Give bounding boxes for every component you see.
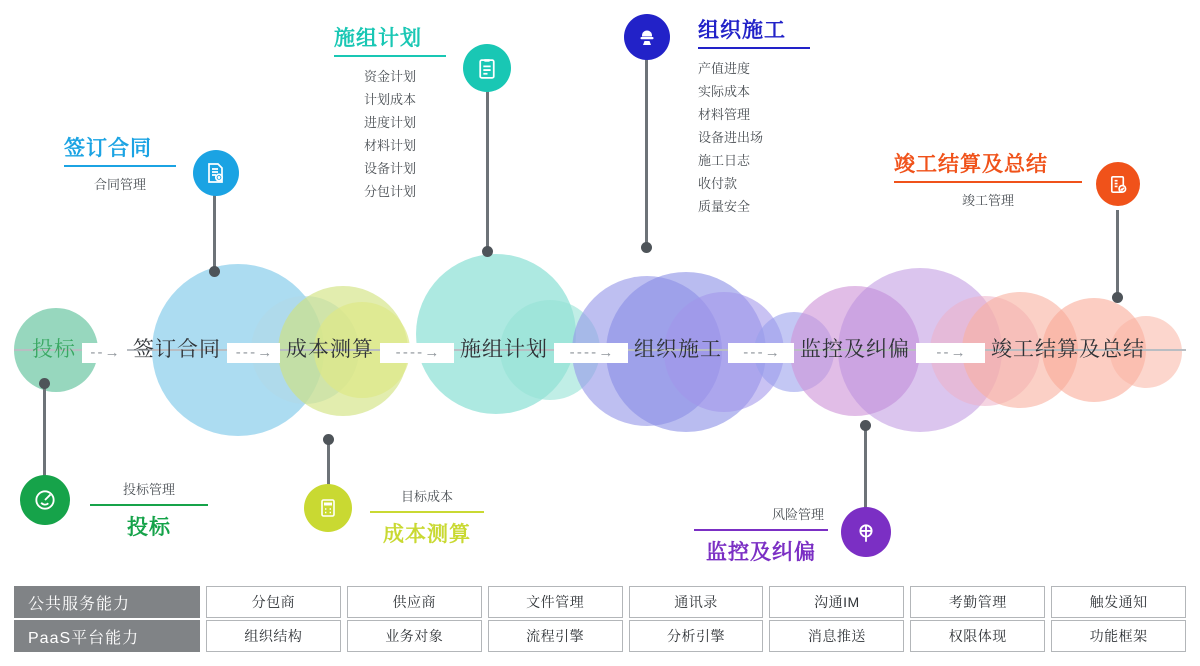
flow-stage-1[interactable]: 签订合同 — [133, 338, 221, 361]
callout-construction-sub-3: 设备进出场 — [698, 130, 764, 145]
worker-helmet-icon[interactable] — [624, 14, 670, 60]
flow-arrow-4: - - - → — [728, 343, 794, 363]
connector-dot-completion — [1112, 292, 1123, 303]
callout-completion-rule — [894, 181, 1082, 183]
connector-stem-bidding — [43, 382, 46, 478]
flow-arrow-2: - - - - → — [380, 343, 454, 363]
callout-plan-rule — [334, 55, 446, 57]
capability-row-header-1: PaaS平台能力 — [14, 620, 200, 652]
callout-completion-sub-0: 竣工管理 — [961, 193, 1014, 208]
callout-plan-sub-5: 分包计划 — [363, 184, 416, 199]
connector-stem-completion — [1116, 210, 1119, 300]
callout-plan-sub-2: 进度计划 — [363, 115, 416, 130]
callout-construction-sub-2: 材料管理 — [698, 107, 751, 122]
capability-cell-0-0[interactable]: 分包商 — [206, 586, 341, 618]
callout-construction[interactable] — [698, 14, 810, 218]
callout-construction-sub-4: 施工日志 — [698, 153, 751, 168]
capability-cell-1-3[interactable]: 分析引擎 — [629, 620, 764, 652]
capability-cell-1-0[interactable]: 组织结构 — [206, 620, 341, 652]
callout-monitor-rule — [694, 529, 828, 531]
connector-dot-plan — [482, 246, 493, 257]
capability-cell-1-2[interactable]: 流程引擎 — [488, 620, 623, 652]
callout-contract[interactable] — [64, 132, 176, 196]
flow-arrow-1: - - - → — [227, 343, 280, 363]
capability-cell-0-1[interactable]: 供应商 — [347, 586, 482, 618]
callout-cost[interactable] — [370, 485, 484, 548]
risk-monitor-icon[interactable] — [841, 507, 891, 557]
callout-bidding-rule — [90, 504, 208, 506]
callout-contract-title: 签订合同 — [64, 137, 152, 160]
flow-arrow-3: - - - - → — [554, 343, 628, 363]
settlement-report-icon[interactable] — [1096, 162, 1140, 206]
callout-construction-title: 组织施工 — [698, 19, 786, 42]
capability-cell-0-2[interactable]: 文件管理 — [488, 586, 623, 618]
connector-stem-contract — [213, 190, 216, 272]
callout-monitor[interactable] — [694, 503, 828, 566]
capability-cell-0-5[interactable]: 考勤管理 — [910, 586, 1045, 618]
connector-dot-monitor — [860, 420, 871, 431]
callout-plan-sub-0: 资金计划 — [363, 69, 416, 84]
flow-stage-4[interactable]: 组织施工 — [634, 338, 722, 361]
callout-bidding-title: 投标 — [127, 516, 171, 539]
capability-cell-0-3[interactable]: 通讯录 — [629, 586, 764, 618]
calculator-icon[interactable] — [304, 484, 352, 532]
flow-stage-6[interactable]: 竣工结算及总结 — [991, 338, 1145, 361]
capability-row-0 — [14, 586, 1186, 618]
connector-stem-monitor — [864, 426, 867, 510]
callout-cost-sub-0: 目标成本 — [400, 489, 453, 504]
callout-construction-sub-1: 实际成本 — [698, 84, 751, 99]
connector-stem-cost — [327, 440, 330, 486]
callout-plan-sub-1: 计划成本 — [363, 92, 416, 107]
capability-cell-1-6[interactable]: 功能框架 — [1051, 620, 1186, 652]
callout-contract-sub-0: 合同管理 — [93, 177, 146, 192]
bid-target-icon[interactable] — [20, 475, 70, 525]
capability-row-header-0: 公共服务能力 — [14, 586, 200, 618]
flow-arrow-0: - - → — [82, 343, 127, 363]
flow-arrow-5: - - → — [916, 343, 985, 363]
contract-document-icon[interactable] — [193, 150, 239, 196]
callout-completion[interactable] — [894, 148, 1082, 212]
callout-bidding-sub-0: 投标管理 — [122, 482, 175, 497]
callout-plan-sub-3: 材料计划 — [363, 138, 416, 153]
capability-cell-1-5[interactable]: 权限体现 — [910, 620, 1045, 652]
flow-stage-2[interactable]: 成本测算 — [286, 338, 374, 361]
capability-cell-0-4[interactable]: 沟通IM — [769, 586, 904, 618]
flow-stage-3[interactable]: 施组计划 — [460, 338, 548, 361]
flow-stage-0[interactable]: 投标 — [32, 338, 76, 361]
callout-monitor-sub-0: 风险管理 — [771, 507, 824, 522]
connector-dot-bidding — [39, 378, 50, 389]
capability-cells-1 — [200, 620, 1186, 652]
capability-cells-0 — [200, 586, 1186, 618]
callout-cost-title: 成本测算 — [383, 523, 471, 546]
callout-monitor-title: 监控及纠偏 — [706, 541, 816, 564]
callout-plan-sub-4: 设备计划 — [363, 161, 416, 176]
capability-cell-1-1[interactable]: 业务对象 — [347, 620, 482, 652]
connector-dot-contract — [209, 266, 220, 277]
callout-construction-sub-5: 收付款 — [698, 176, 738, 191]
callout-construction-sublist — [698, 57, 810, 218]
capability-cell-1-4[interactable]: 消息推送 — [769, 620, 904, 652]
capability-cell-0-6[interactable]: 触发通知 — [1051, 586, 1186, 618]
callout-plan[interactable] — [334, 22, 446, 203]
callout-plan-sublist — [334, 65, 446, 203]
connector-dot-construction — [641, 242, 652, 253]
flow-stage-5[interactable]: 监控及纠偏 — [800, 338, 910, 361]
connector-stem-construction — [645, 58, 648, 248]
callout-completion-title: 竣工结算及总结 — [894, 153, 1048, 176]
capability-row-1 — [14, 620, 1186, 652]
callout-construction-sub-0: 产值进度 — [698, 61, 751, 76]
callout-construction-rule — [698, 47, 810, 49]
callout-plan-title: 施组计划 — [334, 27, 422, 50]
callout-bidding[interactable] — [90, 478, 208, 541]
connector-stem-plan — [486, 88, 489, 252]
capability-table — [14, 586, 1186, 652]
connector-dot-cost — [323, 434, 334, 445]
callout-construction-sub-6: 质量安全 — [698, 199, 751, 214]
callout-cost-rule — [370, 511, 484, 513]
callout-contract-rule — [64, 165, 176, 167]
clipboard-checklist-icon[interactable] — [463, 44, 511, 92]
